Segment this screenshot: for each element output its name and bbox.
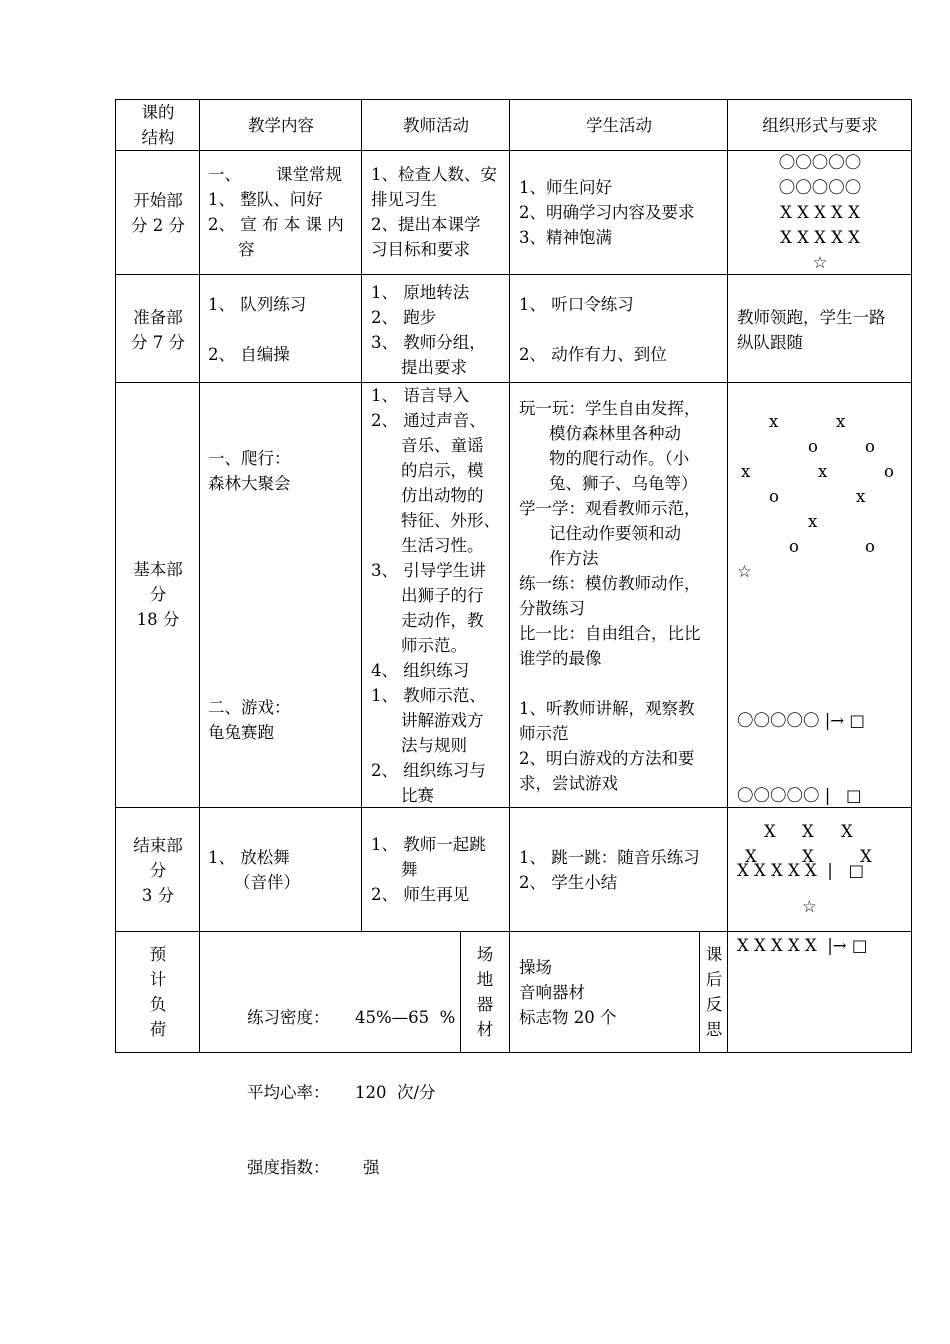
label-line: 分 [149, 585, 167, 604]
content-line: 1、 队列练习 [208, 295, 307, 314]
prepare-content [208, 292, 354, 367]
label-line: 计 [149, 970, 167, 989]
teacher-line: 2、 跑步 [371, 308, 437, 327]
scatter-mark: x [769, 412, 779, 431]
formation-row: X X X X X [780, 228, 860, 247]
end-formation-x: X [802, 847, 814, 866]
load-intensity [247, 1155, 457, 1180]
heart-label: 平均心率： [247, 1083, 330, 1102]
label-line: 器 [476, 995, 494, 1014]
heart-value: 120 次/分 [355, 1083, 436, 1102]
prepare-teacher [371, 280, 505, 380]
student-line: 1、 听口令练习 [519, 295, 634, 314]
student-line: 模仿森林里各种动 [549, 424, 681, 443]
load-heart [247, 1080, 457, 1105]
teacher-line: 2、 组织练习与 [371, 761, 486, 780]
teacher-line: 法与规则 [401, 736, 467, 755]
col-divider [509, 99, 510, 1053]
student-line: 3、精神饱满 [519, 228, 612, 247]
label-line: 分 [149, 861, 167, 880]
scatter-mark: o [789, 537, 799, 556]
load-values [247, 955, 457, 1205]
content-line [208, 162, 354, 187]
teacher-line: 1、检查人数、安 [371, 165, 497, 184]
student-line: 作方法 [549, 549, 599, 568]
student-line: 物的爬行动作。（小 [549, 449, 690, 468]
label-line: 负 [149, 995, 167, 1014]
student-line: 1、 跳一跳：随音乐练习 [519, 848, 700, 867]
scatter-mark: o [884, 462, 894, 481]
header-text: 结构 [141, 128, 175, 147]
formation-line: 教师领跑，学生一路 [737, 308, 886, 327]
end-teacher [371, 832, 505, 907]
teacher-line: 1、 教师一起跳 [371, 835, 486, 854]
scatter-mark: o [865, 537, 875, 556]
end-content [208, 845, 354, 895]
student-line: 分散练习 [519, 599, 585, 618]
prepare-student [519, 292, 724, 367]
label-line: 反 [705, 995, 723, 1014]
formation-row: X X X X X [780, 203, 860, 222]
label-line: 18 分 [136, 610, 180, 629]
teacher-line: 特征、外形、 [401, 511, 500, 530]
teacher-line: 2、 师生再见 [371, 885, 470, 904]
label-line: 分 7 分 [131, 333, 185, 352]
load-density [247, 1005, 457, 1030]
start-teacher [371, 162, 505, 262]
formation-row: 〇〇〇〇〇 [778, 178, 862, 197]
scatter-mark: x [856, 487, 866, 506]
header-student: 学生活动 [586, 116, 652, 135]
load-label [116, 942, 200, 1042]
start-label [116, 188, 200, 238]
table-border-top [115, 99, 912, 100]
header-text: 课的 [141, 103, 175, 122]
end-formation-x: X [860, 847, 872, 866]
reflection-label [700, 942, 728, 1042]
end-formation-x: X [745, 847, 757, 866]
end-student [519, 845, 724, 895]
start-content [208, 162, 354, 262]
scatter-mark: x [741, 462, 751, 481]
basic-student [519, 396, 724, 796]
teacher-line: 的启示，模 [401, 461, 484, 480]
teacher-line: 2、提出本课学 [371, 215, 481, 234]
label-line: 课 [705, 945, 723, 964]
teacher-line: 1、 教师示范、 [371, 686, 486, 705]
end-formation-x: X [764, 822, 776, 841]
student-line: 2、明白游戏的方法和要 [519, 749, 695, 768]
race-row: 〇〇〇〇〇 | □ [737, 786, 862, 805]
table-border-bottom [115, 1052, 912, 1053]
prepare-label [116, 305, 200, 355]
teacher-line: 生活习性。 [401, 536, 484, 555]
content-line: 2、 宣 布 本 课 内 [208, 215, 344, 234]
end-formation-x: X [841, 822, 853, 841]
student-line: 师示范 [519, 724, 569, 743]
teacher-line: 师示范。 [401, 636, 467, 655]
label-line: 材 [476, 1020, 494, 1039]
label-line: 开始部 [133, 191, 183, 210]
student-line: 学一学：观看教师示范， [519, 499, 701, 518]
content-heading: 课堂常规 [276, 165, 342, 184]
scatter-mark: o [769, 487, 779, 506]
student-line: 练一练：模仿教师动作， [519, 574, 701, 593]
race-row: 〇〇〇〇〇 |→ □ [737, 711, 865, 730]
teacher-line: 舞 [401, 860, 418, 879]
end-label [116, 833, 200, 908]
label-line: 场 [476, 945, 494, 964]
header-content: 教学内容 [248, 116, 314, 135]
label-line: 预 [149, 945, 167, 964]
race-row: X X X X X | □ [737, 861, 865, 880]
student-line: 1、师生问好 [519, 178, 612, 197]
label-line: 思 [705, 1020, 723, 1039]
venue-label [461, 942, 509, 1042]
label-line: 基本部 [133, 560, 183, 579]
content-line: 一、爬行： [208, 449, 291, 468]
label-line: 准备部 [133, 308, 183, 327]
start-formation [728, 150, 912, 275]
start-student [519, 175, 724, 250]
scatter-mark: o [808, 437, 818, 456]
scatter-mark: x [818, 462, 828, 481]
scatter-mark: x [836, 412, 846, 431]
teacher-line: 仿出动物的 [401, 486, 484, 505]
content-line: 容 [238, 240, 255, 259]
student-line: 玩一玩：学生自由发挥， [519, 399, 701, 418]
label-line: 荷 [149, 1020, 167, 1039]
content-line: 龟兔赛跑 [208, 723, 274, 742]
teacher-line: 1、 原地转法 [371, 283, 470, 302]
content-line: 1、 整队、问好 [208, 190, 323, 209]
student-line: 2、明确学习内容及要求 [519, 203, 695, 222]
content-line: （音伴） [234, 873, 300, 892]
content-line: 2、 自编操 [208, 345, 290, 364]
content-line: 森林大聚会 [208, 474, 291, 493]
intensity-label: 强度指数： [247, 1158, 330, 1177]
header-structure [116, 100, 200, 150]
label-line: 地 [476, 970, 494, 989]
teacher-line: 提出要求 [401, 358, 467, 377]
teacher-line: 比赛 [401, 786, 434, 805]
basic-teacher [371, 383, 505, 808]
formation-row: 〇〇〇〇〇 [778, 153, 862, 172]
teacher-line: 2、 通过声音、 [371, 411, 486, 430]
race-row: X X X X X |→ □ [737, 936, 868, 955]
label-line: 后 [705, 970, 723, 989]
basic-label [116, 557, 200, 632]
venue-line: 音响器材 [519, 983, 585, 1002]
teacher-line: 讲解游戏方 [401, 711, 484, 730]
teacher-line: 1、 语言导入 [371, 386, 470, 405]
race-formation [737, 658, 909, 983]
label-line: 分 2 分 [131, 216, 185, 235]
teacher-line: 排见习生 [371, 190, 437, 209]
content-line: 1、 放松舞 [208, 848, 290, 867]
teacher-line: 音乐、童谣 [401, 436, 484, 455]
basic-content-game [208, 695, 354, 745]
teacher-line: 习目标和要求 [371, 240, 470, 259]
basic-content-crawl [208, 446, 354, 496]
end-formation-x: X [802, 822, 814, 841]
label-line: 3 分 [141, 886, 175, 905]
row-divider [115, 382, 912, 383]
student-line: 1、听教师讲解，观察教 [519, 699, 695, 718]
star-icon: ☆ [812, 253, 828, 272]
density-label: 练习密度： [247, 1008, 330, 1027]
formation-line: 纵队跟随 [737, 333, 803, 352]
label-line: 结束部 [133, 836, 183, 855]
student-line: 记住动作要领和动 [549, 524, 681, 543]
content-line: 二、游戏： [208, 698, 291, 717]
scatter-mark: o [865, 437, 875, 456]
star-icon: ☆ [802, 897, 817, 916]
student-line: 比一比：自由组合，比比 [519, 624, 701, 643]
header-formation: 组织形式与要求 [762, 116, 878, 135]
teacher-line: 4、 组织练习 [371, 661, 470, 680]
teacher-line: 出狮子的行 [401, 586, 484, 605]
teacher-line: 3、 引导学生讲 [371, 561, 486, 580]
venue-line: 标志物 20 个 [519, 1008, 617, 1027]
scatter-mark: x [808, 512, 818, 531]
student-line: 求，尝试游戏 [519, 774, 618, 793]
intensity-value: 强 [363, 1158, 380, 1177]
student-line: 兔、狮子、乌龟等） [549, 474, 698, 493]
prepare-formation [737, 305, 909, 355]
content-num: 一、 [208, 165, 241, 184]
venue-items [519, 955, 699, 1030]
teacher-line: 走动作，教 [401, 611, 484, 630]
student-line: 谁学的最像 [519, 649, 602, 668]
density-value: 45%—65 % [355, 1008, 456, 1027]
teacher-line: 3、 教师分组， [371, 333, 486, 352]
student-line: 2、 动作有力、到位 [519, 345, 667, 364]
student-line: 2、 学生小结 [519, 873, 618, 892]
star-icon: ☆ [737, 562, 752, 581]
venue-line: 操场 [519, 958, 552, 977]
header-teacher: 教师活动 [403, 116, 469, 135]
